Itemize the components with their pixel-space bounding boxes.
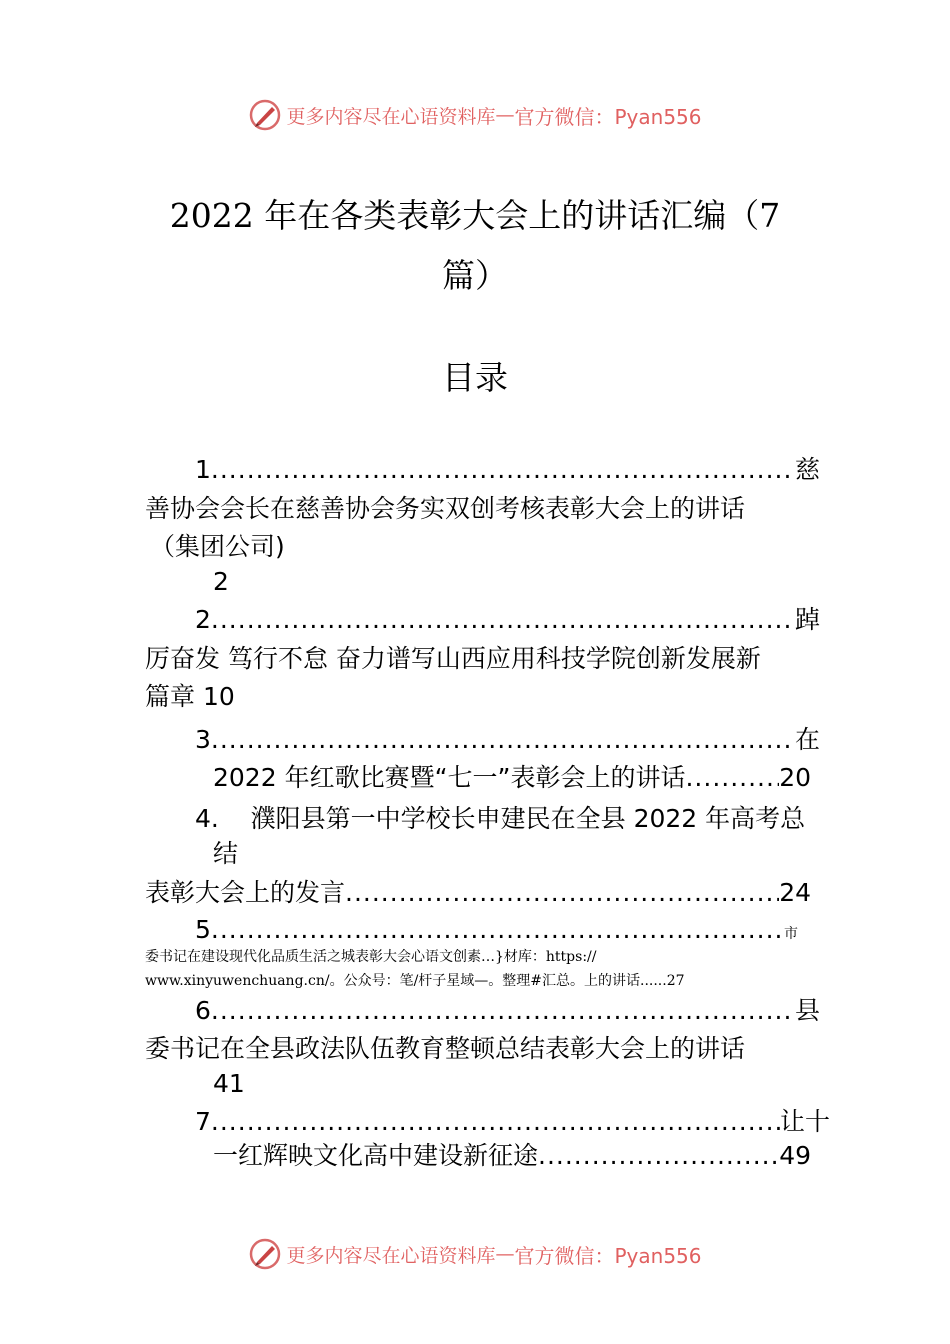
toc-entry-2-title[interactable]: 厉奋发 笃行不怠 奋力谱写山西应用科技学院创新发展新	[145, 644, 761, 673]
toc-entry-2[interactable]	[195, 602, 820, 638]
toc-entry-1-title[interactable]: 善协会会长在慈善协会务实双创考核表彰大会上的讲话	[145, 494, 746, 523]
toc-entry-7-page: 49	[779, 1141, 811, 1170]
toc-entry-7-number: 7	[195, 1107, 211, 1136]
toc-entry-5-number: 5	[195, 915, 211, 944]
toc-entry-2-title-cont[interactable]: 篇章 10	[145, 682, 235, 711]
toc-entry-7[interactable]	[195, 1104, 830, 1140]
document-title	[150, 186, 800, 306]
toc-entry-3-title: 2022 年红歌比赛暨“七一”表彰会上的讲话	[213, 763, 686, 792]
toc-entry-6[interactable]	[195, 993, 820, 1029]
toc-entry-4-title[interactable]: 4. 濮阳县第一中学校长申建民在全县 2022 年高考总	[195, 804, 806, 833]
toc-entry-5-title[interactable]: 委书记在建设现代化品质生活之城表彰大会心语文创素…}材库：https://	[145, 949, 597, 965]
toc-entry-4-title-cont: 表彰大会上的发言	[145, 878, 346, 907]
toc-entry-7-title: 一红辉映文化高中建设新征途	[213, 1141, 539, 1170]
toc-entry-3-number: 3	[195, 725, 211, 754]
toc-heading: 目录	[442, 358, 508, 397]
toc-entry-1-number: 1	[195, 455, 211, 484]
footer-banner	[0, 1234, 950, 1274]
banner-wechat: 官方微信：Pyan556	[514, 104, 702, 129]
leader-dots	[211, 452, 795, 488]
leader-dots	[211, 993, 795, 1029]
leader-dots	[211, 722, 795, 758]
title-line-1: 2022 年在各类表彰大会上的讲话汇编（7	[169, 196, 781, 235]
toc-entry-6-page: 41	[213, 1069, 245, 1098]
toc-entry-6-title[interactable]: 委书记在全县政法队伍教育整顿总结表彰大会上的讲话	[145, 1034, 746, 1063]
banner-text: 更多内容尽在心语资料库	[286, 105, 496, 128]
toc-entry-4-title-row[interactable]	[145, 875, 811, 911]
leader-dots	[538, 1138, 779, 1174]
toc-entry-4-title-wrap[interactable]: 结	[213, 839, 239, 868]
toc-entry-5-lead: 市	[784, 926, 798, 942]
toc-entry-3-lead: 在	[794, 725, 820, 754]
toc-entry-6-number: 6	[195, 996, 211, 1025]
pen-logo-icon	[248, 1237, 282, 1271]
toc-entry-7-lead: 让十	[779, 1107, 830, 1136]
leader-dots	[211, 602, 795, 638]
toc-entry-1-lead: 慈	[794, 455, 820, 484]
banner-separator: —	[495, 104, 515, 126]
leader-dots	[211, 912, 784, 948]
banner-wechat: 官方微信：Pyan556	[514, 1243, 702, 1268]
header-banner	[0, 95, 950, 135]
toc-entry-1-page: 2	[213, 567, 229, 596]
toc-entry-3[interactable]	[195, 722, 820, 758]
leader-dots	[345, 875, 779, 911]
toc-entry-5-title-cont[interactable]: www.xinyuwenchuang.cn/。公众号：笔/杆子星域—。整理#汇总。上的讲话......27	[145, 973, 685, 989]
leader-dots	[211, 1104, 780, 1140]
leader-dots	[685, 760, 779, 796]
toc-entry-2-number: 2	[195, 605, 211, 634]
toc-entry-3-title-row[interactable]	[213, 760, 811, 796]
toc-entry-5[interactable]	[195, 912, 798, 948]
toc-entry-7-title-row[interactable]	[213, 1138, 811, 1174]
banner-separator: —	[495, 1243, 515, 1265]
toc-entry-6-lead: 县	[794, 996, 820, 1025]
toc-entry-4-page: 24	[779, 878, 811, 907]
pen-logo-icon	[248, 98, 282, 132]
toc-entry-1-title-cont[interactable]: （集团公司)	[150, 532, 285, 561]
toc-entry-2-lead: 踔	[794, 605, 820, 634]
toc-entry-1[interactable]	[195, 452, 820, 488]
banner-text: 更多内容尽在心语资料库	[286, 1244, 496, 1267]
title-line-2: 篇）	[442, 256, 508, 295]
toc-entry-3-page: 20	[779, 763, 811, 792]
